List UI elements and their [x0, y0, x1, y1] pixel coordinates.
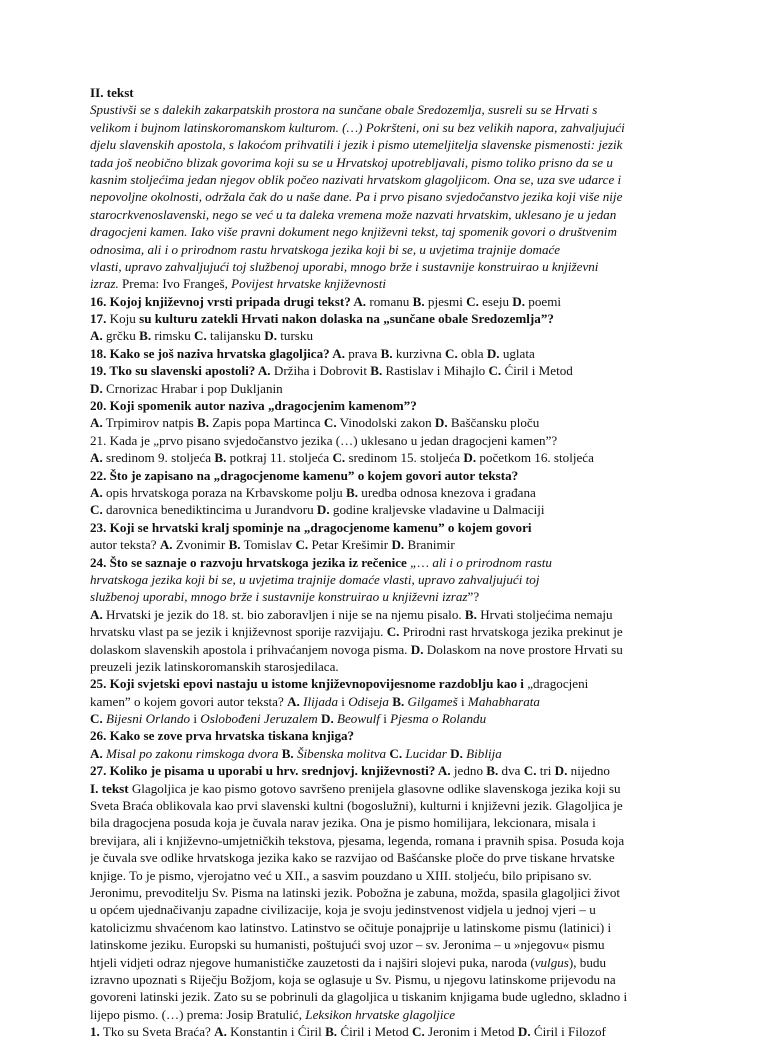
text-run: Prirodni rast hrvatskoga jezika prekinut je	[399, 624, 623, 640]
text-run: B.	[228, 537, 241, 553]
text-line	[90, 1006, 682, 1023]
text-run: Misal po zakonu rimskoga dvora	[106, 745, 279, 761]
text-run: obla	[457, 345, 487, 361]
text-line	[90, 727, 682, 744]
text-run: tada još neobično blizak govorima koji su se u Hrvatskoj upotrebljavali, pismo toliko prisno da se u	[90, 154, 613, 170]
text-run: B.	[196, 415, 209, 431]
text-run: B.	[464, 606, 477, 622]
text-run: D.	[391, 537, 405, 553]
text-run: i	[457, 693, 468, 709]
text-line	[90, 832, 682, 849]
text-run: odnosima, ali i o prirodnom rastu hrvatskoga jezika koji bi se, u uvjetima trajnije domaće	[90, 241, 561, 257]
text-run: C.	[90, 502, 103, 518]
text-run: dolaskom slavenskih apostola i prihvaćanjem novoga pisma.	[90, 641, 411, 657]
text-run: A.	[90, 328, 103, 344]
text-run: darovnica benediktincima u Jurandvoru	[102, 502, 317, 518]
text-run: B.	[486, 763, 499, 779]
text-run: Dolaskom na nove prostore Hrvati su	[423, 641, 623, 657]
text-run: velikom i bujnom latinskoromanskom kulturom. (…) Pokršteni, oni su bez velikih napora, zahvaljujući	[90, 119, 625, 135]
text-run: D.	[486, 345, 500, 361]
text-run: Prema: Ivo Frangeš,	[118, 276, 232, 292]
text-run: Petar Krešimir	[308, 537, 392, 553]
text-run: Jeronimu, prevoditelju Sv. Pisma na latinski jezik. Pobožna je zabuna, možda, spasila glagoljici život	[90, 884, 621, 900]
text-run: B.	[325, 1024, 338, 1040]
text-run: B.	[346, 484, 359, 500]
text-line	[90, 275, 682, 292]
text-run: Tko su Sveta Braća?	[99, 1024, 215, 1040]
text-run: Odiseja	[348, 693, 389, 709]
text-line	[90, 814, 682, 831]
text-run: C.	[389, 745, 403, 761]
text-run: tri	[536, 763, 555, 779]
text-run: C.	[332, 450, 346, 466]
text-run: „… ali i o prirodnom rastu	[410, 554, 552, 570]
text-run: Ćiril i Filozof	[530, 1024, 606, 1040]
text-run: C.	[523, 763, 537, 779]
text-run: C.	[194, 328, 207, 344]
text-run: Baščansku ploču	[447, 415, 540, 431]
text-run: 1.	[90, 1024, 100, 1040]
text-run: je čuvala sve odlike hrvatskoga jezika kako se razvijao od Bašćanske ploče do prve tiskane hrvatske	[90, 850, 615, 866]
text-run: B.	[281, 745, 294, 761]
text-run: izraz.	[90, 276, 119, 292]
text-run: uredba odnosa knezova i građana	[358, 484, 536, 500]
text-run: autor teksta?	[90, 537, 160, 553]
text-line	[90, 658, 682, 675]
text-run: Koju	[109, 311, 140, 327]
text-run: vlasti, upravo zahvaljujući toj službenoj uporabi, mnogo brže i sustavnije konstruirao u književni	[90, 258, 599, 274]
document-page	[90, 84, 682, 1040]
text-run: uglata	[499, 345, 535, 361]
text-line	[90, 310, 682, 327]
text-run: dva	[498, 763, 524, 779]
text-line	[90, 519, 682, 536]
text-run: B.	[214, 450, 227, 466]
text-line	[90, 554, 682, 571]
text-run: Biblija	[466, 745, 502, 761]
text-run: „dragocjeni	[527, 676, 589, 692]
text-run: službenoj uporabi, mnogo brže i sustavnije konstruirao u književni izraz	[90, 589, 468, 605]
text-run: lijepo pismo. (…) prema: Josip Bratulić,	[90, 1006, 306, 1022]
text-run: Spustivši se s dalekih zakarpatskih prostora na sunčane obale Sredozemlja, susreli su se Hrvati s	[90, 102, 598, 118]
text-run: Šibenska molitva	[297, 745, 387, 761]
text-run: Branimir	[404, 537, 455, 553]
text-run: C.	[90, 711, 103, 727]
text-line	[90, 954, 682, 971]
text-line	[90, 588, 682, 605]
text-line	[90, 988, 682, 1005]
text-run: pjesmi	[424, 293, 467, 309]
text-run: starocrkvenoslavenski, nego se već u ta daleka vremena može nazvati hrvatskim, uklesano je u jedan	[90, 206, 617, 222]
text-run: Gilgameš	[407, 693, 458, 709]
text-run: izravno upoznati s Riječju Božjom, koja se oglasuje u Sv. Pismu, u njegovu latinskome prijevodu na	[90, 971, 616, 987]
text-line	[90, 606, 682, 623]
text-run: govoreni latinski jezik. Zato su se pobrinuli da glagoljica u tiskanim knjigama bude ugledno, skladno i	[90, 989, 628, 1005]
text-run: A.	[90, 450, 103, 466]
text-line	[90, 484, 682, 501]
text-line	[90, 223, 682, 240]
text-run: djelu slavenskih apostola, s lakoćom prihvatili i jezik i pismo utemeljitelja slavenske pismenosti: jezik	[90, 137, 623, 153]
text-run: vulgus	[534, 954, 569, 970]
text-run: D.	[434, 415, 448, 431]
text-run: Mahabharata	[467, 693, 540, 709]
text-line	[90, 449, 682, 466]
text-run: A.	[159, 537, 173, 553]
text-run: ), budu	[568, 954, 606, 970]
text-line	[90, 154, 682, 171]
text-line	[90, 1023, 682, 1040]
text-run: C.	[386, 624, 400, 640]
text-line	[90, 258, 682, 275]
text-line	[90, 345, 682, 362]
text-run: nepovoljne okolnosti, održala čak do u naše dane. Pa i prvo pisano svjedočanstvo jezika koji više nije	[90, 189, 623, 205]
text-run: i	[190, 711, 201, 727]
text-run: Crnorizac Hrabar i pop Dukljanin	[102, 380, 283, 396]
text-line	[90, 780, 682, 797]
text-run: Glagoljica je kao pismo gotovo savršeno prenijela glasovne odlike slavenskoga jezika koji su	[128, 780, 621, 796]
text-run: u općem ujednačivanju zapadne civilizacije, koja je svoju jedinstvenost vidjela u jednoj vjeri – u	[90, 902, 596, 918]
text-run: D.	[554, 763, 568, 779]
text-run: 23. Koji se hrvatski kralj spominje na „dragocjenome kamenu” o kojem govori	[90, 519, 532, 535]
text-run: D.	[90, 380, 103, 396]
text-run: 16. Kojoj književnoj vrsti pripada drugi tekst? A.	[90, 293, 367, 309]
text-run: C.	[444, 345, 458, 361]
text-run: II. tekst	[90, 85, 134, 100]
text-line	[90, 536, 682, 553]
text-run: C.	[412, 1024, 425, 1040]
text-run: bila dragocjena posuda koja je čuvala narav jezika. Ona je pismo homilijara, lekcionara, misala i	[90, 815, 596, 831]
text-run: sredinom 9. stoljeća	[102, 450, 215, 466]
text-line	[90, 467, 682, 484]
text-line	[90, 362, 682, 379]
text-line	[90, 919, 682, 936]
text-run: prava	[344, 345, 381, 361]
text-run: i	[338, 693, 349, 709]
text-run: Ćiril i Metod	[501, 363, 573, 379]
text-line	[90, 745, 682, 762]
text-run: D.	[320, 711, 334, 727]
text-line	[90, 380, 682, 397]
text-line	[90, 971, 682, 988]
text-run: htjeli vidjeti odraz njegove humanističke zauzetosti da i najširi slojevi puka, naroda (	[90, 954, 535, 970]
text-line	[90, 710, 682, 727]
text-run: Vinodolski zakon	[336, 415, 435, 431]
text-run: Ilijada	[303, 693, 339, 709]
text-run: potkraj 11. stoljeća	[226, 450, 333, 466]
text-run: Zapis popa Martinca	[208, 415, 324, 431]
text-line	[90, 101, 682, 118]
text-run: kurzivna	[392, 345, 445, 361]
text-run: B.	[139, 328, 152, 344]
text-run: Bijesni Orlando	[106, 711, 191, 727]
text-run: početkom 16. stoljeća	[476, 450, 594, 466]
text-line	[90, 762, 682, 779]
text-line	[90, 188, 682, 205]
text-run: Beowulf	[337, 711, 380, 727]
text-run: D.	[316, 502, 330, 518]
text-run: D.	[512, 293, 526, 309]
text-run: C.	[295, 537, 309, 553]
text-run: 17.	[90, 311, 110, 327]
text-run: Oslobođeni Jeruzalem	[200, 711, 318, 727]
text-run: C.	[466, 293, 479, 309]
text-run: C.	[323, 415, 337, 431]
text-line	[90, 571, 682, 588]
text-run: Ćiril i Metod	[337, 1024, 413, 1040]
text-run: 24. Što se saznaje o razvoju hrvatskoga jezika iz rečenice	[90, 554, 411, 570]
text-run: latinskome jeziku. Europski su humanisti, poštujući svoj uzor – sv. Jeronima – u »njegovu« pismu	[90, 937, 605, 953]
text-run: hrvatsku vlast pa se jezik i književnost sporije razvijaju.	[90, 624, 387, 640]
text-line	[90, 241, 682, 258]
text-run: 27. Koliko je pisama u uporabi u hrv. srednjovj. književnosti? A.	[90, 763, 451, 779]
text-run: 20. Koji spomenik autor naziva „dragocjenim kamenom”?	[90, 398, 417, 414]
text-line	[90, 171, 682, 188]
text-run: A.	[214, 1024, 227, 1040]
text-run: i	[379, 711, 391, 727]
text-run: preuzeli jezik latinskoromanskih starosjedilaca.	[90, 658, 339, 674]
text-run: rimsku	[151, 328, 195, 344]
text-run: Hrvati stoljećima nemaju	[476, 606, 613, 622]
text-run: Hrvatski je jezik do 18. st. bio zaboravljen i nije se na njemu pisalo.	[102, 606, 465, 622]
text-run: Rastislav i Mihajlo	[382, 363, 489, 379]
text-run: Pjesma o Rolandu	[390, 711, 487, 727]
text-line	[90, 623, 682, 640]
text-run: jedno	[450, 763, 487, 779]
text-line	[90, 327, 682, 344]
text-run: B.	[392, 693, 405, 709]
text-run: 22. Što je zapisano na „dragocjenome kamenu” o kojem govori autor teksta?	[90, 467, 519, 483]
text-run: B.	[412, 293, 425, 309]
text-run: ”?	[467, 589, 480, 605]
text-run: A.	[90, 606, 103, 622]
text-run: knjige. To je pismo, vjerojatno već u XII., a sasvim pouzdano u XIII. stoljeću, bilo pripisano sv.	[90, 867, 592, 883]
text-run: katolicizmu shvaćenom kao latinstvo. Latinstvo se očituje ponajprije u latinskome pismu (latinici) i	[90, 919, 612, 935]
text-run: D.	[410, 641, 424, 657]
text-line	[90, 867, 682, 884]
text-run: Jeronim i Metod	[424, 1024, 518, 1040]
text-run: poemi	[525, 293, 562, 309]
text-run: A.	[90, 415, 103, 431]
text-line	[90, 901, 682, 918]
text-line	[90, 641, 682, 658]
text-line	[90, 206, 682, 223]
text-run: Tomislav	[240, 537, 296, 553]
text-run: Trpimirov natpis	[102, 415, 197, 431]
text-run: Leksikon hrvatske glagoljice	[305, 1006, 456, 1022]
text-run: 21. Kada je „prvo pisano svjedočanstvo jezika (…) uklesano u jedan dragocjeni kamen”?	[90, 432, 558, 448]
text-run: 18. Kako se još naziva hrvatska glagoljica? A.	[90, 345, 345, 361]
text-run: nijedno	[567, 763, 610, 779]
text-run: kasnim stoljećima jedan njegov oblik počeo nazivati hrvatskom glagoljicom. Ona se, uza sve udarce i	[90, 171, 622, 187]
text-run: Lucidar	[405, 745, 447, 761]
text-run: 19. Tko su slavenski apostoli? A.	[90, 363, 271, 379]
text-run: romanu	[366, 293, 413, 309]
text-line	[90, 432, 682, 449]
text-run: Zvonimir	[172, 537, 229, 553]
text-run: hrvatskoga jezika koji bi se, u uvjetima trajnije domaće vlasti, upravo zahvaljujući toj	[90, 571, 540, 587]
text-line	[90, 501, 682, 518]
text-run: 25. Koji svjetski epovi nastaju u istome književnopovijesnome razdoblju kao i	[90, 676, 528, 692]
text-run: I. tekst	[90, 780, 129, 796]
text-run: brevijara, ali i književno-umjetničkih tekstova, pjesama, legenda, romana i pravnih spisa. Posuda koja	[90, 832, 625, 848]
text-line	[90, 797, 682, 814]
text-run: grčku	[102, 328, 140, 344]
text-run: D.	[450, 745, 463, 761]
text-line	[90, 414, 682, 431]
text-run: A.	[287, 693, 300, 709]
text-run: talijansku	[206, 328, 265, 344]
text-run: A.	[90, 745, 103, 761]
text-run: D.	[463, 450, 477, 466]
text-line	[90, 84, 682, 101]
text-run: dragocjeni kamen. Iako više pravni dokument nego književni tekst, taj spomenik govori o društvenim	[90, 224, 617, 240]
text-run: A.	[90, 484, 103, 500]
text-line	[90, 936, 682, 953]
text-run: tursku	[276, 328, 313, 344]
text-line	[90, 675, 682, 692]
text-run: B.	[380, 345, 393, 361]
text-run: Povijest hrvatske književnosti	[231, 276, 387, 292]
text-run: godine kraljevske vladavine u Dalmaciji	[329, 502, 545, 518]
text-line	[90, 693, 682, 710]
text-run: B.	[370, 363, 383, 379]
text-run: su kulturu zatekli Hrvati nakon dolaska na „sunčane obale Sredozemlja”?	[139, 311, 554, 327]
text-run: eseju	[478, 293, 513, 309]
text-line	[90, 136, 682, 153]
text-run: Sveta Braća oblikovala kao prvi slavenski kultni (bogoslužni), kulturni i književni jezik. Glagoljica je	[90, 798, 623, 814]
text-run: sredinom 15. stoljeća	[345, 450, 464, 466]
text-run: Konstantin i Ćiril	[226, 1024, 326, 1040]
text-run: D.	[264, 328, 277, 344]
text-run: Držiha i Dobrovit	[270, 363, 371, 379]
text-run: opis hrvatskoga poraza na Krbavskome polju	[102, 484, 346, 500]
text-line	[90, 293, 682, 310]
text-run: D.	[517, 1024, 531, 1040]
text-line	[90, 884, 682, 901]
text-run: 26. Kako se zove prva hrvatska tiskana knjiga?	[90, 728, 355, 744]
text-run: kamen” o kojem govori autor teksta?	[90, 693, 288, 709]
text-line	[90, 397, 682, 414]
text-line	[90, 849, 682, 866]
text-line	[90, 119, 682, 136]
text-run: C.	[488, 363, 502, 379]
